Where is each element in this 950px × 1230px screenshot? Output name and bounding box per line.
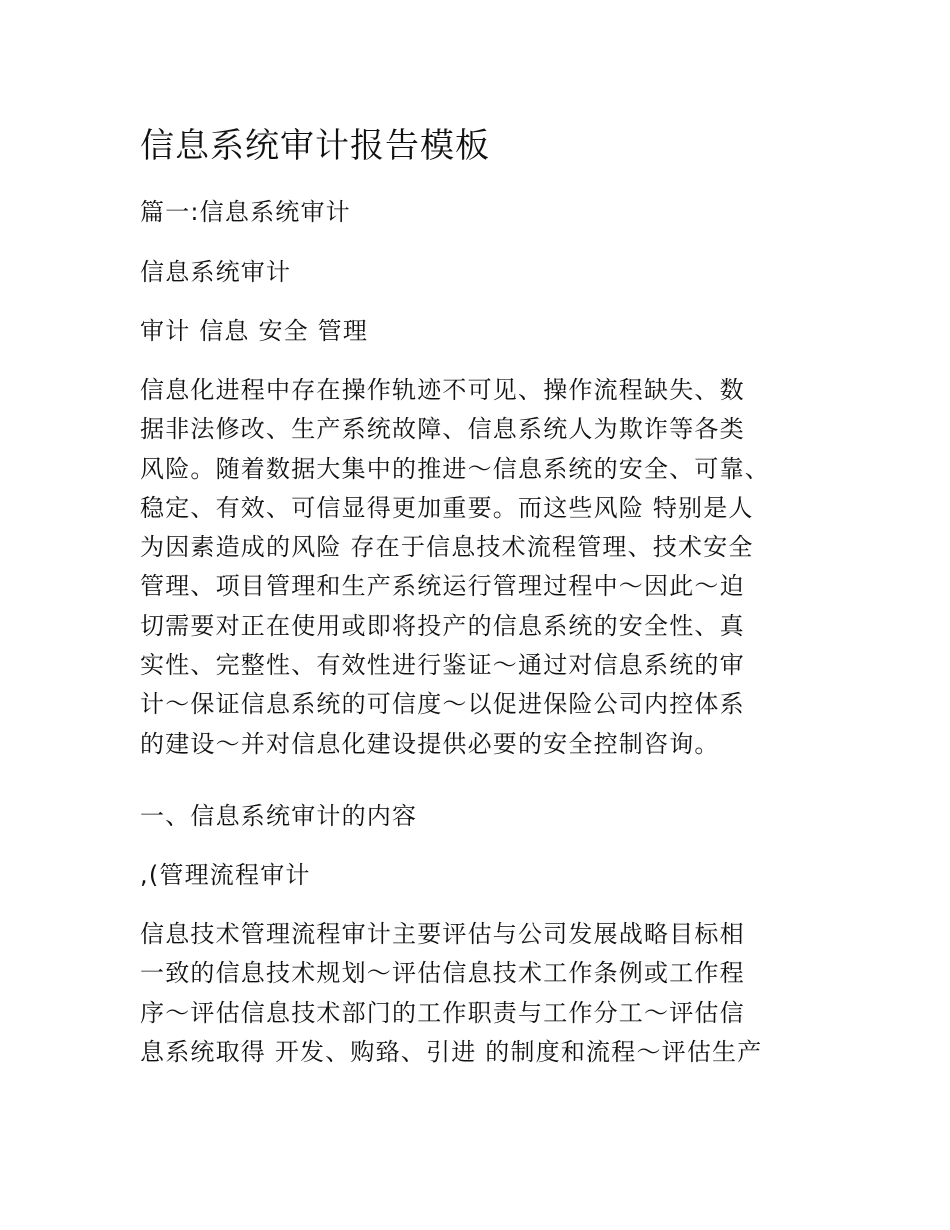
- subsection-heading: ,(管理流程审计: [140, 861, 311, 889]
- intro-paragraph: [140, 374, 820, 767]
- intro-line: 信息化进程中存在操作轨迹不可见、操作流程缺失、数: [140, 376, 745, 404]
- intro-line: 风险。随着数据大集中的推进～信息系统的安全、可靠、: [140, 454, 770, 483]
- intro-line: 的建设～并对信息化建设提供必要的安全控制咨询。: [140, 729, 720, 758]
- document-title: 信息系统审计报告模板: [140, 126, 490, 166]
- body-line: 信息技术管理流程审计主要评估与公司发展战略目标相: [140, 920, 745, 948]
- body-line: 一致的信息技术规划～评估信息技术工作条例或工作程: [140, 959, 745, 988]
- keywords-line: 审计 信息 安全 管理: [140, 317, 369, 345]
- body-line: 息系统取得 开发、购臵、引进 的制度和流程～评估生产: [140, 1037, 763, 1066]
- intro-line: 管理、项目管理和生产系统运行管理过程中～因此～迫: [140, 572, 745, 601]
- subtitle: 信息系统审计: [140, 258, 292, 286]
- intro-line: 计～保证信息系统的可信度～以促进保险公司内控体系: [140, 690, 745, 719]
- body-paragraph: [140, 918, 820, 1075]
- section-heading: 一、信息系统审计的内容: [140, 802, 418, 830]
- chapter-heading: 篇一:信息系统审计: [140, 198, 351, 226]
- intro-line: 为因素造成的风险 存在于信息技术流程管理、技术安全: [140, 533, 754, 562]
- body-line: 序～评估信息技术部门的工作职责与工作分工～评估信: [140, 998, 745, 1027]
- intro-line: 实性、完整性、有效性进行鉴证～通过对信息系统的审: [140, 651, 745, 680]
- intro-line: 切需要对正在使用或即将投产的信息系统的安全性、真: [140, 611, 745, 640]
- intro-line: 稳定、有效、可信显得更加重要。而这些风险 特别是人: [140, 493, 754, 522]
- intro-line: 据非法修改、生产系统故障、信息系统人为欺诈等各类: [140, 415, 745, 444]
